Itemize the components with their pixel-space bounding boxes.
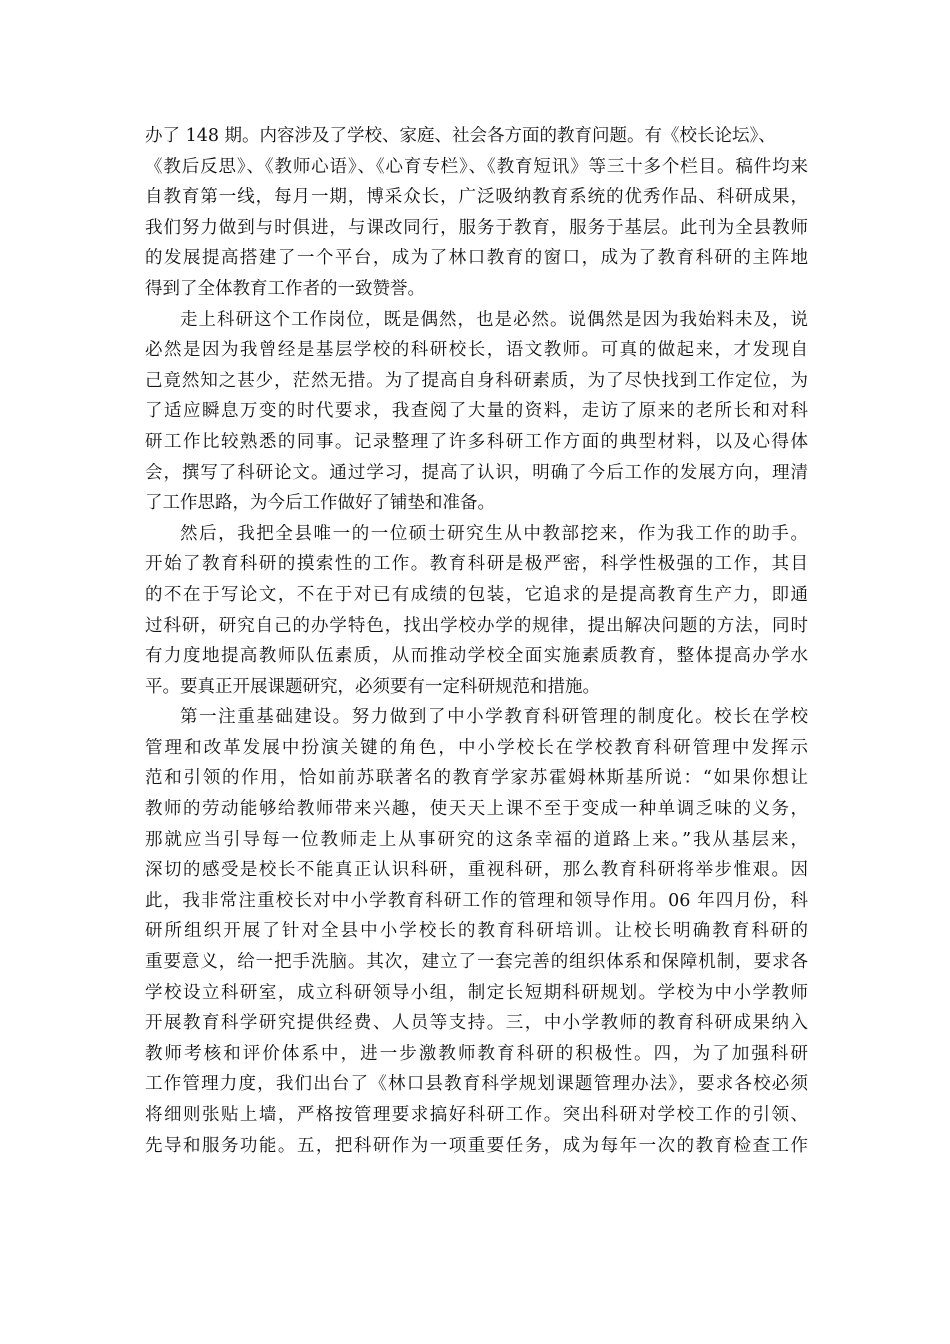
text-line: 范和引领的作用，恰如前苏联著名的教育学家苏霍姆林斯基所说：“如果你想让 <box>145 768 808 789</box>
text-line: 过科研，研究自己的办学特色，找出学校办学的规律，提出解决问题的方法，同时 <box>145 615 808 636</box>
text-line: 学校设立科研室，成立科研领导小组，制定长短期科研规划。学校为中小学教师 <box>145 982 808 1003</box>
text-line: 将细则张贴上墙，严格按管理要求搞好科研工作。突出科研对学校工作的引领、 <box>145 1105 808 1125</box>
text-line: 研工作比较熟悉的同事。记录整理了许多科研工作方面的典型材料，以及心得体 <box>145 431 808 452</box>
text-line: 的发展提高搭建了一个平台，成为了林口教育的窗口，成为了教育科研的主阵地 <box>145 248 808 269</box>
text-line: 第一注重基础建设。努力做到了中小学教育科研管理的制度化。校长在学校 <box>180 707 808 728</box>
text-line: 《教后反思》、《教师心语》、《心育专栏》、《教育短讯》等三十多个栏目。稿件均来 <box>145 156 808 177</box>
text-line: 此，我非常注重校长对中小学教育科研工作的管理和领导作用。06 年四月份，科 <box>145 890 808 911</box>
text-line: 必然是因为我曾经是基层学校的科研校长，语文教师。可真的做起来，才发现自 <box>145 340 808 361</box>
text-line: 己竟然知之甚少，茫然无措。为了提高自身科研素质，为了尽快找到工作定位，为 <box>145 370 808 391</box>
text-line: 管理和改革发展中扮演关键的角色，中小学校长在学校教育科研管理中发挥示 <box>145 737 808 758</box>
text-line: 重要意义，给一把手洗脑。其次，建立了一套完善的组织体系和保障机制，要求各 <box>145 952 808 973</box>
text-line: 教师的劳动能够给教师带来兴趣，使天天上课不至于变成一种单调乏味的义务， <box>145 799 808 820</box>
text-line: 自教育第一线，每月一期，博采众长，广泛吸纳教育系统的优秀作品、科研成果， <box>145 187 808 208</box>
text-line: 有力度地提高教师队伍素质，从而推动学校全面实施素质教育，整体提高办学水 <box>145 646 808 667</box>
text-line: 我们努力做到与时俱进，与课改同行，服务于教育，服务于基层。此刊为全县教师 <box>145 217 808 238</box>
text-line: 走上科研这个工作岗位，既是偶然，也是必然。说偶然是因为我始料未及，说 <box>180 309 808 330</box>
document-body <box>145 121 808 1161</box>
text-line: 得到了全体教育工作者的一致赞誉。 <box>145 278 425 299</box>
text-line: 教师考核和评价体系中，进一步激教师教育科研的积极性。四，为了加强科研 <box>145 1043 808 1064</box>
text-line: 研所组织开展了针对全县中小学校长的教育科研培训。让校长明确教育科研的 <box>145 921 808 942</box>
text-line: 工作管理力度，我们出台了《林口县教育科学规划课题管理办法》，要求各校必须 <box>145 1074 808 1095</box>
text-line: 会，撰写了科研论文。通过学习，提高了认识，明确了今后工作的发展方向，理清 <box>145 462 808 483</box>
text-line: 了适应瞬息万变的时代要求，我查阅了大量的资料，走访了原来的老所长和对科 <box>145 401 808 422</box>
text-line: 了工作思路，为今后工作做好了铺垫和准备。 <box>145 493 495 514</box>
text-line: 先导和服务功能。五，把科研作为一项重要任务，成为每年一次的教育检查工作 <box>145 1135 808 1156</box>
text-line: 那就应当引导每一位教师走上从事研究的这条幸福的道路上来。”我从基层来， <box>145 829 808 850</box>
text-line: 开始了教育科研的摸索性的工作。教育科研是极严密，科学性极强的工作，其目 <box>145 554 808 575</box>
text-line: 深切的感受是校长不能真正认识科研，重视科研，那么教育科研将举步惟艰。因 <box>145 860 808 881</box>
text-line: 平。要真正开展课题研究，必须要有一定科研规范和措施。 <box>145 676 600 697</box>
text-line: 然后，我把全县唯一的一位硕士研究生从中教部挖来，作为我工作的助手。 <box>180 523 808 544</box>
text-line: 的不在于写论文，不在于对已有成绩的包装，它追求的是提高教育生产力，即通 <box>145 584 808 605</box>
text-line: 办了 148 期。内容涉及了学校、家庭、社会各方面的教育问题。有《校长论坛》、 <box>145 126 776 146</box>
text-line: 开展教育科学研究提供经费、人员等支持。三，中小学教师的教育科研成果纳入 <box>145 1013 808 1034</box>
